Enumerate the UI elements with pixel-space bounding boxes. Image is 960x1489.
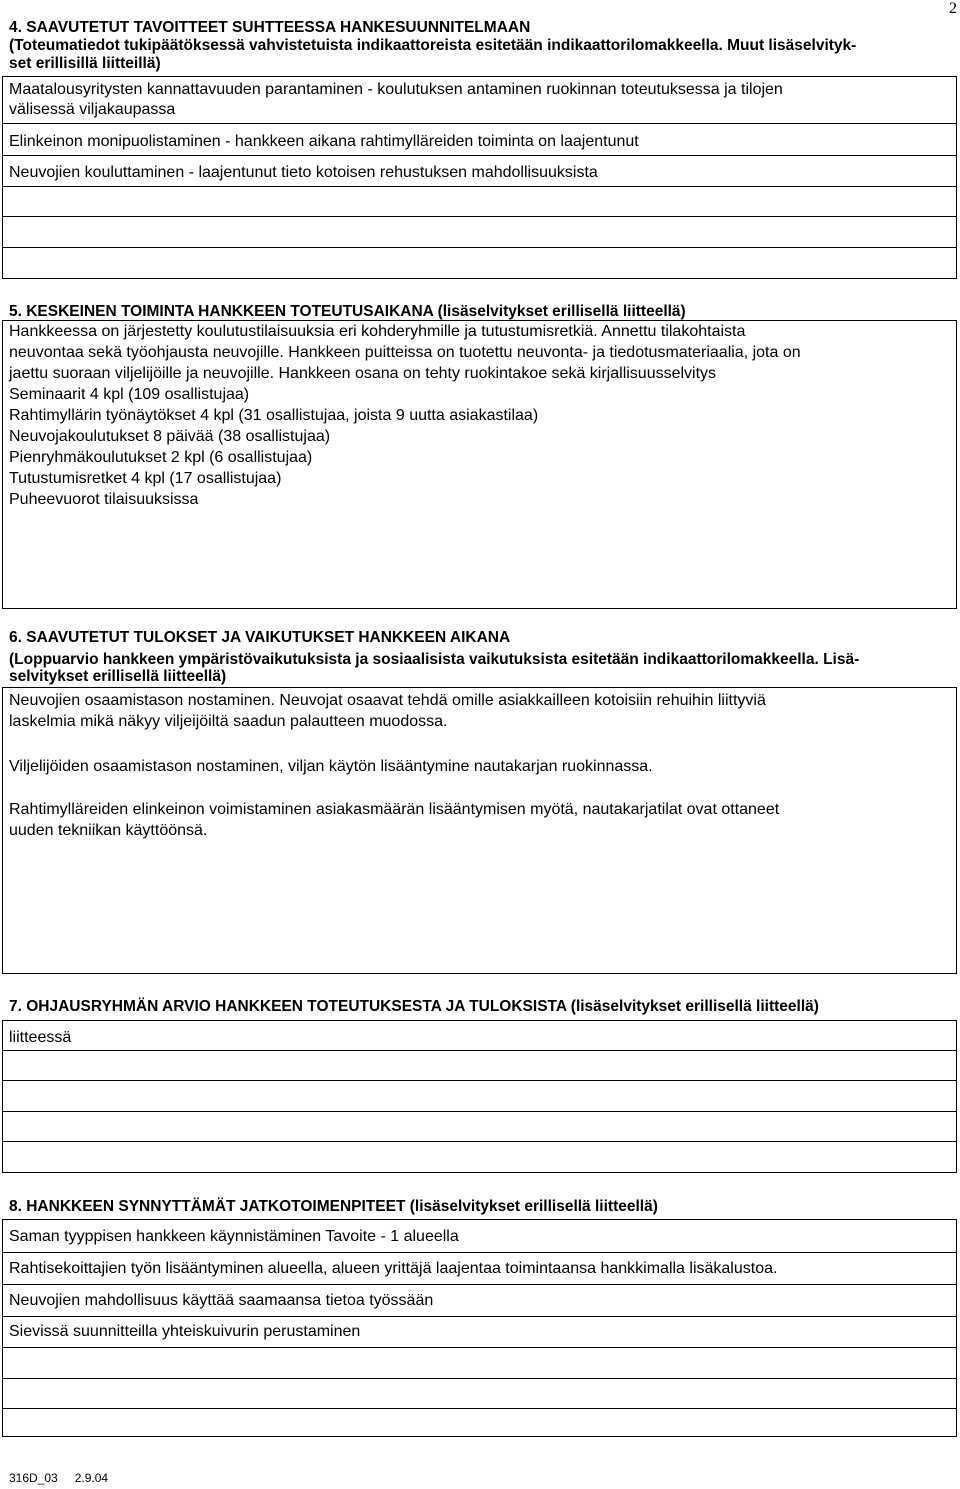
section7-row-divider — [2, 1080, 957, 1081]
form-code: 316D_03 — [9, 1471, 58, 1485]
section5-heading: 5. KESKEINEN TOIMINTA HANKKEEN TOTEUTUSAIKANA (lisäselvitykset erillisellä liitteellä) — [9, 303, 686, 320]
section5-line: Seminaarit 4 kpl (109 osallistujaa) — [9, 386, 250, 403]
section8-row-divider — [2, 1408, 957, 1409]
form-date: 2.9.04 — [74, 1471, 109, 1485]
section6-para1-line1: Neuvojien osaamistason nostaminen. Neuvojat osaavat tehdä omille asiakkailleen kotoisiin rehuihin liittyviä — [9, 692, 766, 709]
section5-line: jaettu suoraan viljelijöille ja neuvojille. Hankkeen osana on tehty ruokintakoe sekä kirjallisuusselvitys — [9, 365, 717, 382]
section8-row2: Rahtisekoittajien työn lisääntyminen alueella, alueen yrittäjä laajentaa toimintaansa hankkimalla lisäkalustoa. — [9, 1260, 778, 1277]
section8-row3: Neuvojien mahdollisuus käyttää saamaansa tietoa työssään — [9, 1292, 434, 1309]
section8-row4: Sievissä suunnitteilla yhteiskuivurin perustaminen — [9, 1323, 361, 1340]
section8-row-divider — [2, 1316, 957, 1317]
section8-heading: 8. HANKKEEN SYNNYTTÄMÄT JATKOTOIMENPITEET (lisäselvitykset erillisellä liitteellä) — [9, 1198, 658, 1215]
section6-para3-line1: Rahtimylläreiden elinkeinon voimistaminen asiakasmäärän lisääntymisen myötä, nautakarjatilat ovat ottaneet — [9, 801, 780, 818]
footer — [9, 1471, 108, 1485]
section7-table — [2, 1020, 957, 1173]
section4-row2: Elinkeinon monipuolistaminen - hankkeen aikana rahtimylläreiden toiminta on laajentunut — [9, 133, 639, 150]
section4-row-divider — [2, 123, 957, 124]
section4-row-divider — [2, 247, 957, 248]
section4-row3: Neuvojien kouluttaminen - laajentunut tieto kotoisen rehustuksen mahdollisuuksista — [9, 164, 598, 181]
section7-row1: liitteessä — [9, 1029, 72, 1046]
section5-text — [9, 321, 801, 510]
section4-row-divider — [2, 155, 957, 156]
section6-note-line1: (Loppuarvio hankkeen ympäristövaikutuksista ja sosiaalisista vaikutuksista esitetään indikaattorilomakkeella. Lisä- — [9, 651, 860, 668]
page-number: 2 — [949, 0, 957, 17]
section5-line: neuvontaa sekä työohjausta neuvojille. Hankkeen puitteissa on tuotettu neuvonta- ja tiedotusmateriaalia, jota on — [9, 344, 801, 361]
section8-row-divider — [2, 1284, 957, 1285]
section5-line: Rahtimyllärin työnäytökset 4 kpl (31 osallistujaa, joista 9 uutta asiakastilaa) — [9, 407, 539, 424]
section6-para3-line2: uuden tekniikan käyttöönsä. — [9, 822, 208, 839]
section4-row1-line2: välisessä viljakaupassa — [9, 101, 176, 118]
section7-row-divider — [2, 1050, 957, 1051]
section4-row1-line1: Maatalousyritysten kannattavuuden parantaminen - koulutuksen antaminen ruokinnan toteutuksessa ja tilojen — [9, 81, 783, 98]
section4-heading: 4. SAAVUTETUT TAVOITTEET SUHTTEESSA HANKESUUNNITELMAAN — [9, 19, 531, 36]
section4-note-line1: (Toteumatiedot tukipäätöksessä vahvistetuista indikaattoreista esitetään indikaattorilomakkeella. Muut lisäselvityk- — [9, 37, 857, 54]
section4-row-divider — [2, 216, 957, 217]
section6-para1-line2: laskelmia mikä näkyy viljeijöiltä saadun palautteen muodossa. — [9, 713, 448, 730]
section8-row-divider — [2, 1252, 957, 1253]
section7-row-divider — [2, 1111, 957, 1112]
section7-heading: 7. OHJAUSRYHMÄN ARVIO HANKKEEN TOTEUTUKSESTA JA TULOKSISTA (lisäselvitykset erillisellä liitteellä) — [9, 998, 819, 1015]
section5-line: Puheevuorot tilaisuuksissa — [9, 491, 199, 508]
section8-row-divider — [2, 1347, 957, 1348]
section5-line: Neuvojakoulutukset 8 päivää (38 osallistujaa) — [9, 428, 331, 445]
section6-note-line2: selvitykset erillisellä liitteellä) — [9, 668, 227, 685]
section7-row-divider — [2, 1141, 957, 1142]
section4-row-divider — [2, 186, 957, 187]
section5-line: Pienryhmäkoulutukset 2 kpl (6 osallistujaa) — [9, 449, 313, 466]
section8-row1: Saman tyyppisen hankkeen käynnistäminen Tavoite - 1 alueella — [9, 1228, 459, 1245]
section8-row-divider — [2, 1378, 957, 1379]
section6-heading: 6. SAAVUTETUT TULOKSET JA VAIKUTUKSET HANKKEEN AIKANA — [9, 629, 511, 646]
section4-note-line2: set erillisillä liitteillä) — [9, 55, 161, 72]
section5-line: Tutustumisretket 4 kpl (17 osallistujaa) — [9, 470, 282, 487]
section5-line: Hankkeessa on järjestetty koulutustilaisuuksia eri kohderyhmille ja tutustumisretkiä. Annettu tilakohtaista — [9, 323, 746, 340]
section6-para2: Viljelijöiden osaamistason nostaminen, viljan käytön lisääntymine nautakarjan ruokinnassa. — [9, 758, 653, 775]
